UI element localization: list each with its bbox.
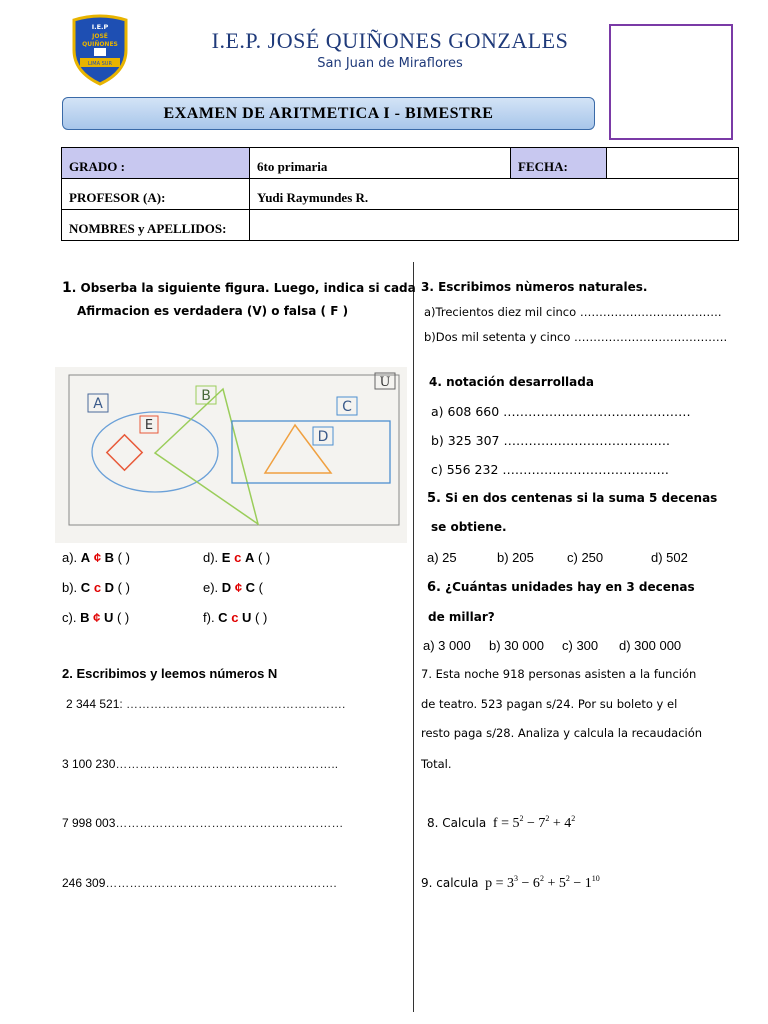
- q8-expression: 8. Calcula $f = 5^2 - 7^2 + 4^2$: [427, 814, 576, 831]
- venn-label-d: D: [317, 429, 329, 445]
- q6-option-d: d) 300 000: [619, 638, 682, 653]
- grado-value: 6to primaria: [250, 148, 511, 179]
- q4-item-a: a) 608 660 ………………………………………: [431, 404, 691, 419]
- q6-line2: de millar?: [428, 610, 495, 624]
- logo-text-3: QUIÑONES: [82, 41, 118, 48]
- q1-line2: Afirmacion es verdadera (V) o falsa ( F ): [77, 304, 349, 318]
- q9-expression: 9. calcula $p = 3^3 - 6^2 + 5^2 - 1^{10}$: [421, 874, 600, 891]
- profesor-value: Yudi Raymundes R.: [250, 179, 739, 210]
- q2-item-1: 2 344 521: ……………………………………………….: [66, 697, 346, 711]
- q6-option-a: a) 3 000: [423, 638, 471, 653]
- venn-label-a: A: [93, 396, 103, 412]
- venn-diagram: [55, 367, 407, 543]
- venn-label-b: B: [201, 388, 211, 404]
- column-divider: [413, 262, 414, 1012]
- school-location: San Juan de Miraflores: [317, 56, 463, 71]
- q6-option-b: b) 30 000: [489, 638, 544, 653]
- fecha-label: FECHA:: [511, 148, 607, 179]
- q7-line4: Total.: [421, 757, 452, 771]
- venn-label-e: E: [144, 418, 154, 433]
- q5-option-a: a) 25: [427, 550, 457, 565]
- q1-option-b: b). C c D ( ): [62, 580, 130, 595]
- q4-title: 4. notación desarrollada: [429, 375, 594, 389]
- q3-item-b: b)Dos mil setenta y cinco ………………………………….: [424, 330, 728, 344]
- q5-line1: 5. Si en dos centenas si la suma 5 decenas: [427, 491, 718, 506]
- q5-option-c: c) 250: [567, 550, 604, 565]
- q5-line2: se obtiene.: [431, 520, 507, 534]
- q2-title: 2. Escribimos y leemos números N: [62, 666, 278, 681]
- exam-title-banner: EXAMEN DE ARITMETICA I - BIMESTRE: [62, 97, 595, 130]
- fecha-field[interactable]: [607, 148, 739, 179]
- q5-option-b: b) 205: [497, 550, 534, 565]
- venn-label-u: U: [379, 375, 391, 390]
- q7-line2: de teatro. 523 pagan s/24. Por su boleto y el: [421, 697, 678, 711]
- q1-option-c: c). B ¢ U ( ): [62, 610, 130, 625]
- q2-item-3: 7 998 003…………………………………………………: [62, 816, 344, 830]
- logo-text-2: JOSÉ: [92, 33, 108, 40]
- q4-item-c: c) 556 232 ………………………………….: [431, 462, 669, 477]
- photo-box: [609, 24, 733, 140]
- nombres-field[interactable]: [250, 210, 739, 241]
- logo-text-1: I.E.P: [91, 23, 109, 31]
- student-info-table: [61, 147, 739, 241]
- q7-line1: 7. Esta noche 918 personas asisten a la función: [421, 667, 697, 681]
- school-name: I.E.P. JOSÉ QUIÑONES GONZALES: [211, 28, 569, 53]
- q7-line3: resto paga s/28. Analiza y calcula la recaudación: [421, 726, 703, 740]
- school-logo-shield: [70, 14, 130, 86]
- logo-text-4: LIMA SUR: [88, 61, 112, 67]
- q3-item-a: a)Trecientos diez mil cinco ……………………………….: [424, 305, 722, 319]
- q5-option-d: d) 502: [651, 550, 688, 565]
- q6-line1: 6. ¿Cuántas unidades hay en 3 decenas: [427, 580, 695, 595]
- q1-option-f: f). C c U ( ): [203, 610, 268, 625]
- q1-option-e: e). D ¢ C (: [203, 580, 264, 595]
- nombres-label: NOMBRES y APELLIDOS:: [62, 210, 250, 241]
- venn-label-c: C: [342, 399, 352, 415]
- q1-line1: 1. Obserba la siguiente figura. Luego, indica si cada: [62, 280, 416, 296]
- q6-option-c: c) 300: [562, 638, 599, 653]
- q1-option-a: a). A ¢ B ( ): [62, 550, 130, 565]
- q2-item-2: 3 100 230………………………………………………..: [62, 757, 339, 771]
- q4-item-b: b) 325 307 ………………………………….: [431, 433, 670, 448]
- q3-title: 3. Escribimos nùmeros naturales.: [421, 280, 648, 294]
- q1-option-d: d). E c A ( ): [203, 550, 271, 565]
- profesor-label: PROFESOR (A):: [62, 179, 250, 210]
- grado-label: GRADO :: [62, 148, 250, 179]
- q2-item-4: 246 309………………………………………………….: [62, 876, 337, 890]
